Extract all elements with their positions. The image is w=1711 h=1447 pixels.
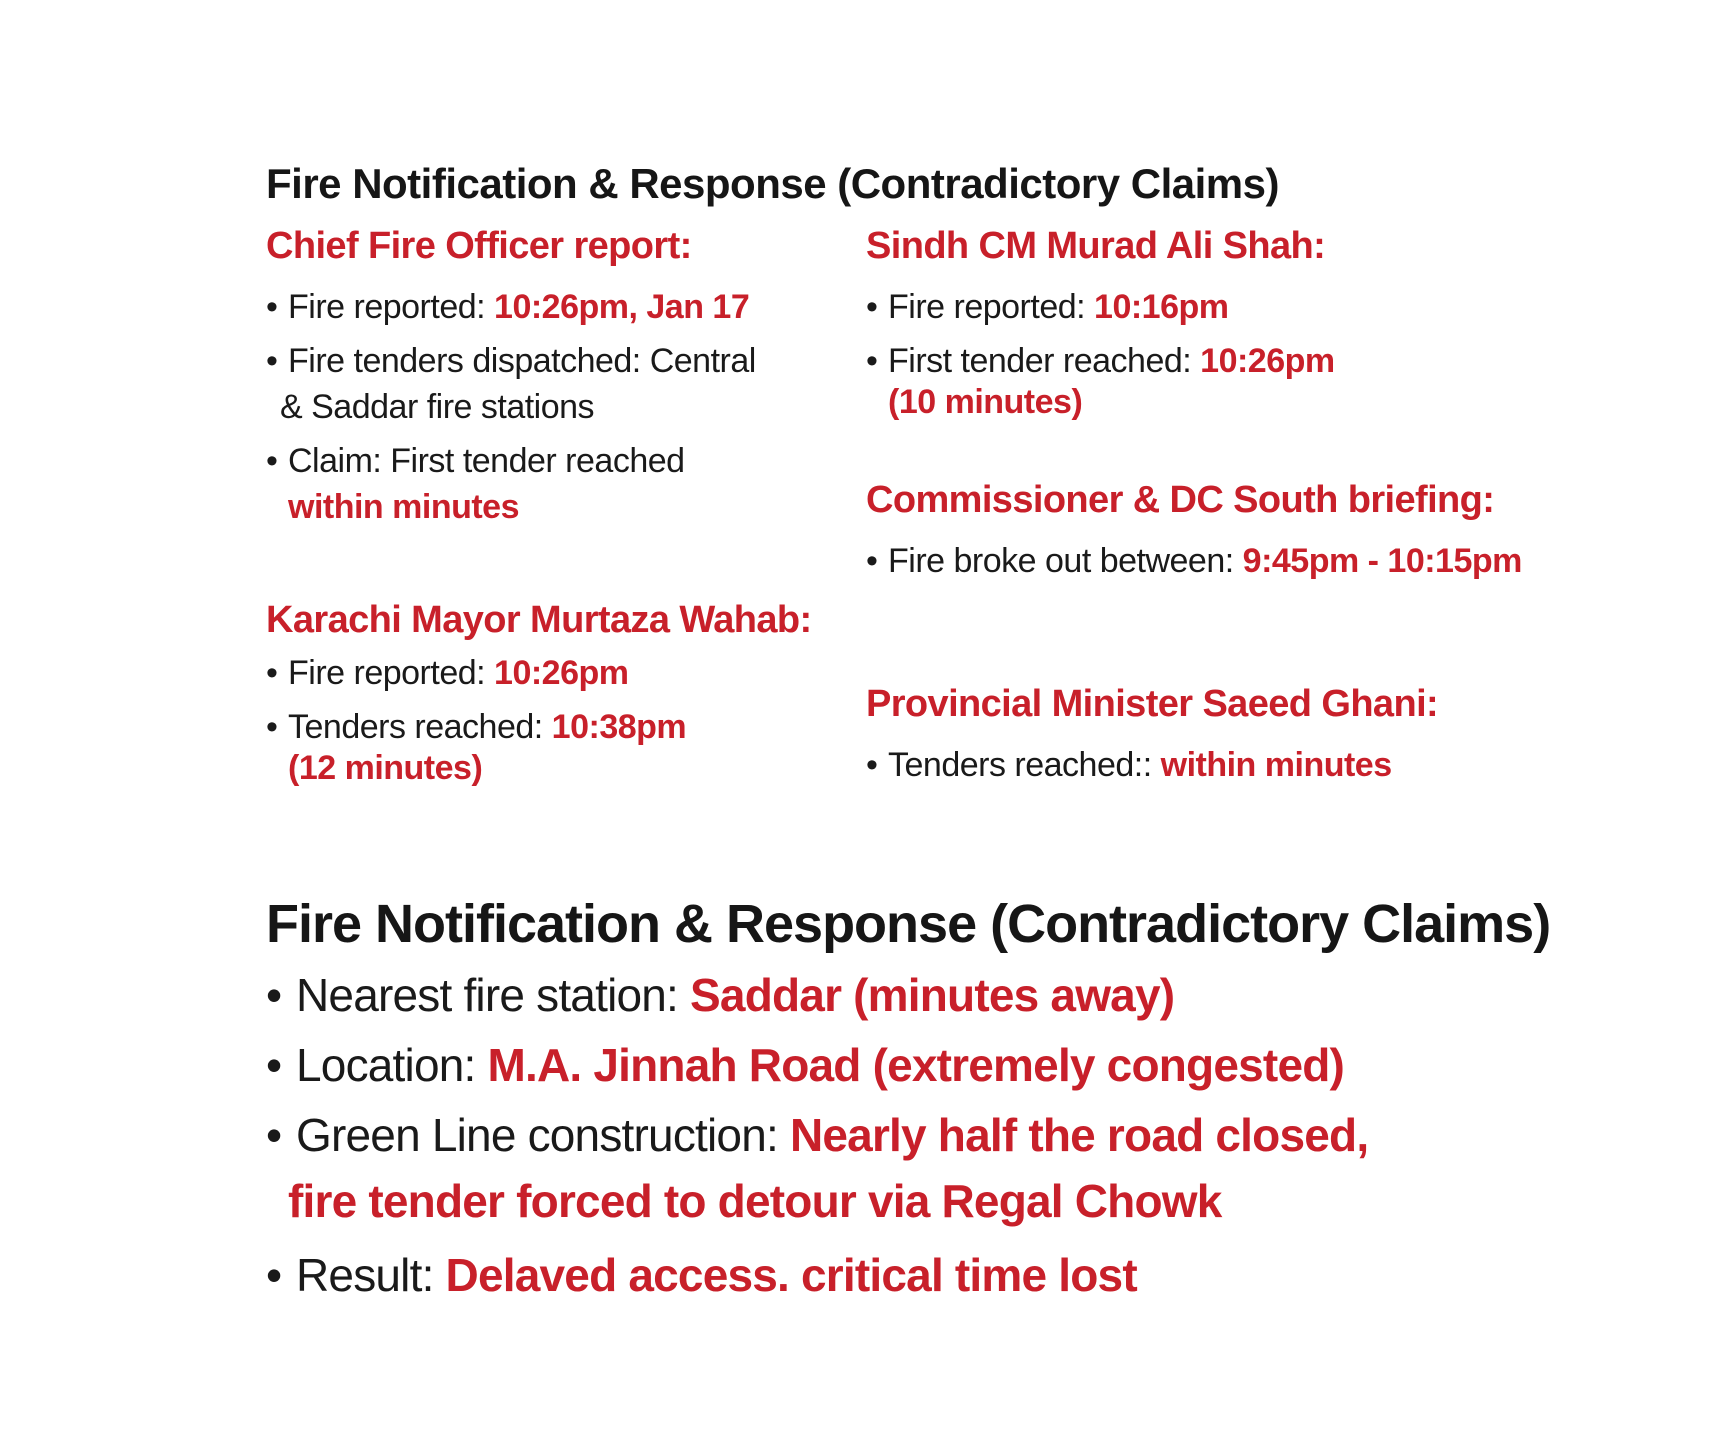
chief-heading: Chief Fire Officer report: xyxy=(266,225,692,267)
commissioner-block xyxy=(866,476,1522,584)
bottom-bullet-nearest-station: • Nearest fire station: Saddar (minutes away) xyxy=(266,969,1175,1021)
mayor-bullet-tenders-cont: (12 minutes) xyxy=(288,749,483,787)
cm-heading: Sindh CM Murad Ali Shah: xyxy=(866,225,1326,267)
chief-bullet-reported: • Fire reported: 10:26pm, Jan 17 xyxy=(266,288,750,326)
mayor-bullet-tenders: • Tenders reached: 10:38pm xyxy=(266,708,687,746)
mayor-block xyxy=(266,596,846,786)
bottom-bullet-green-line-cont: fire tender forced to detour via Regal Chowk xyxy=(288,1175,1222,1227)
chief-bullet-claim-cont: within minutes xyxy=(288,488,519,526)
mayor-bullet-reported: • Fire reported: 10:26pm xyxy=(266,654,629,692)
commissioner-heading: Commissioner & DC South briefing: xyxy=(866,479,1495,521)
bottom-bullet-result: • Result: Delaved access. critical time lost xyxy=(266,1249,1137,1301)
left-column xyxy=(266,222,846,786)
bottom-bullet-location: • Location: M.A. Jinnah Road (extremely congested) xyxy=(266,1039,1345,1091)
chief-bullet-dispatched-cont: & Saddar fire stations xyxy=(280,388,595,426)
chief-fire-officer-block xyxy=(266,222,846,530)
cm-bullet-first-tender-cont: (10 minutes) xyxy=(888,383,1083,421)
top-title: Fire Notification & Response (Contradictory Claims) xyxy=(266,160,1279,207)
bottom-bullets xyxy=(266,962,1368,1308)
minister-bullet: • Tenders reached:: within minutes xyxy=(866,746,1392,784)
commissioner-bullet: • Fire broke out between: 9:45pm - 10:15pm xyxy=(866,542,1522,580)
minister-block xyxy=(866,680,1446,788)
minister-heading: Provincial Minister Saeed Ghani: xyxy=(866,683,1439,725)
bottom-bullet-green-line: • Green Line construction: Nearly half the road closed, xyxy=(266,1109,1369,1161)
bottom-title: Fire Notification & Response (Contradictory Claims) xyxy=(266,894,1551,954)
chief-bullet-claim: • Claim: First tender reached xyxy=(266,442,685,480)
chief-bullet-dispatched: • Fire tenders dispatched: Central xyxy=(266,342,756,380)
cm-bullet-reported: • Fire reported: 10:16pm xyxy=(866,288,1229,326)
cm-bullet-first-tender: • First tender reached: 10:26pm xyxy=(866,342,1335,380)
cm-block xyxy=(866,222,1446,420)
mayor-heading: Karachi Mayor Murtaza Wahab: xyxy=(266,599,812,641)
right-column xyxy=(866,222,1522,788)
